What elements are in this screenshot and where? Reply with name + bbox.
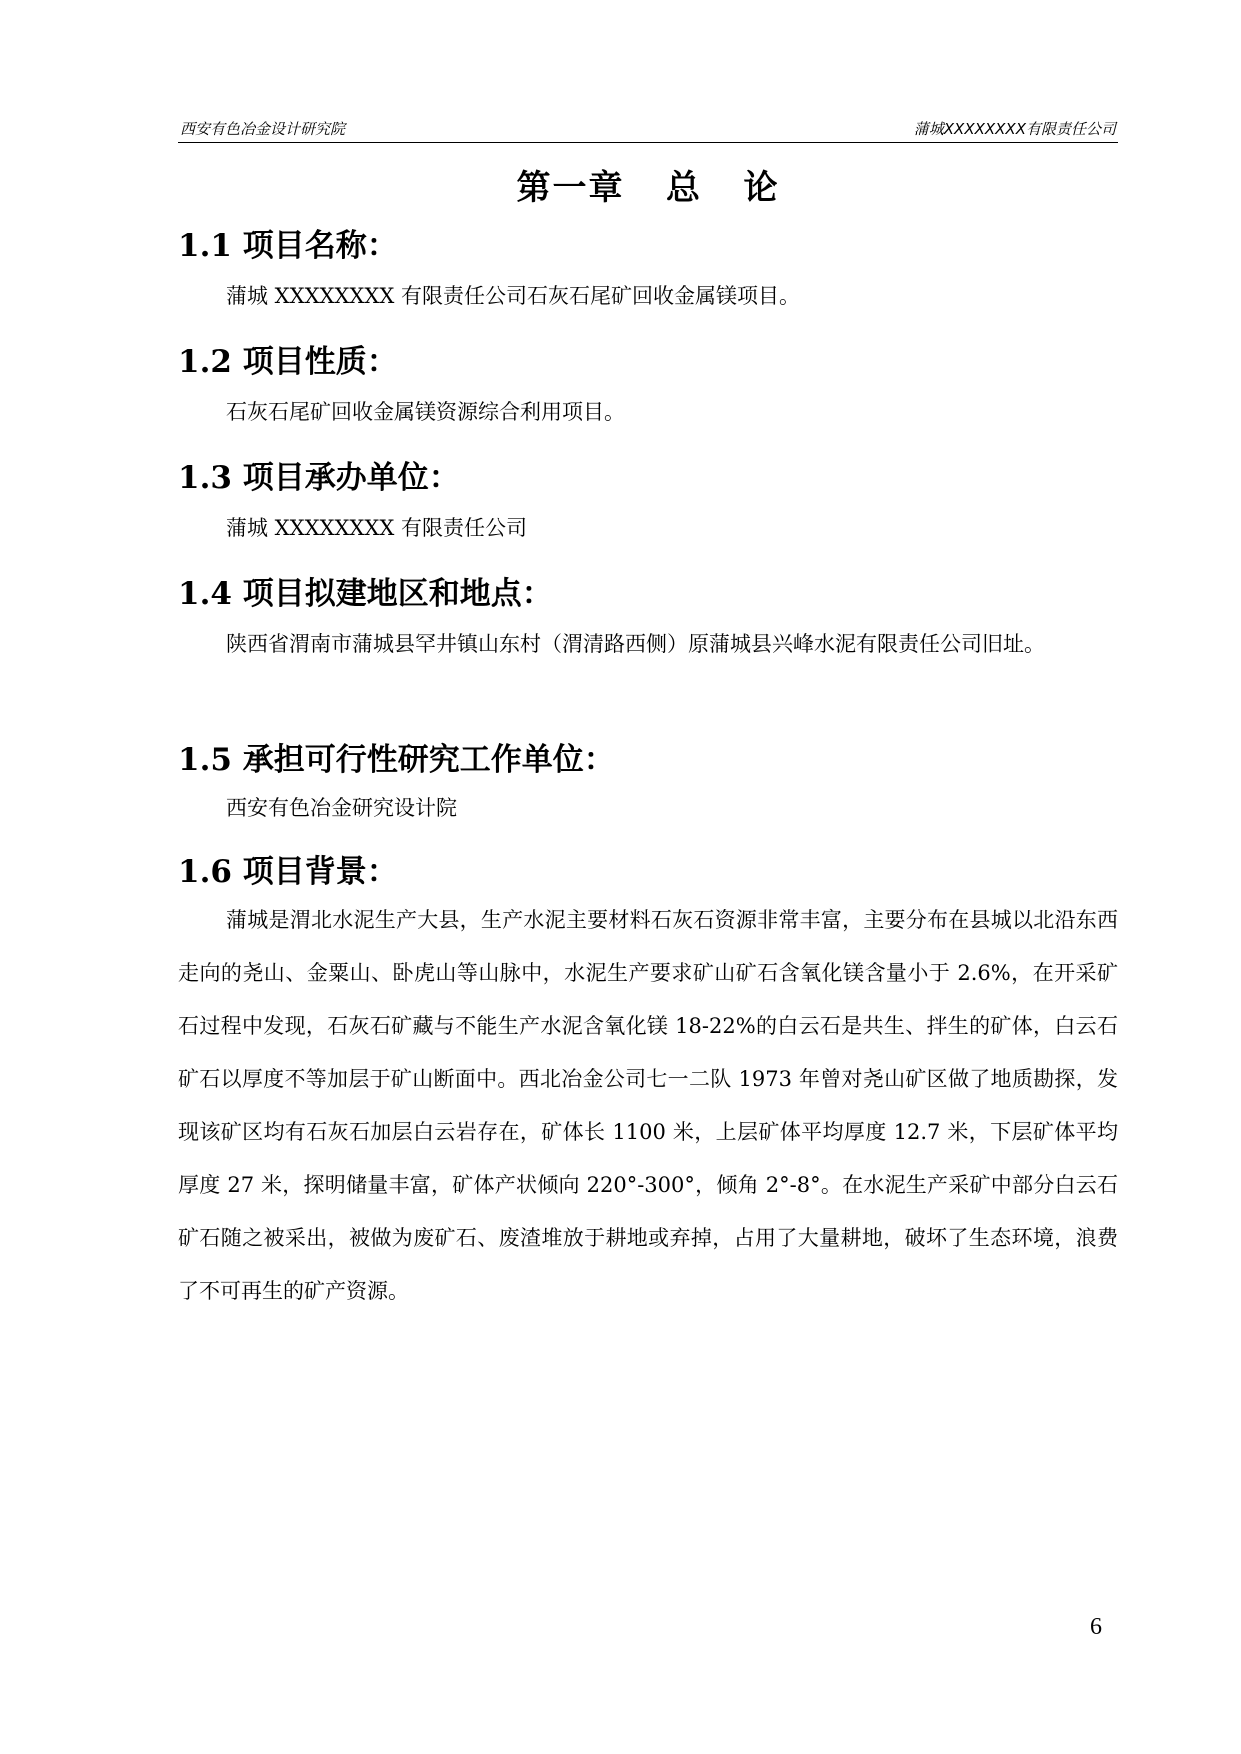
section-body: 石灰石尾矿回收金属镁资源综合利用项目。 [226, 400, 625, 424]
section-body: 蒲城是渭北水泥生产大县，生产水泥主要材料石灰石资源非常丰富，主要分布在县城以北沿东西走向的尧山、金粟山、卧虎山等山脉中，水泥生产要求矿山矿石含氧化镁含量小于 2.6%，在开采矿石过程中发现，石灰石矿藏与不能生产水泥含氧化镁 18-22%的白云石是共生、拌生的矿体，白云石矿石以厚度不等加层于矿山断面中。西北冶金公司七一二队 1973 年曾对尧山矿区做了地质勘探，发现该矿区均有石灰石加层白云岩存在，矿体长 1100 米，上层矿体平均厚度 12.7 米，下层矿体平均厚度 27 米，探明储量丰富，矿体产状倾向 220°-300°，倾角 2°-8°。在水泥生产采矿中部分白云石矿石随之被采出，被做为废矿石、废渣堆放于耕地或弃掉，占用了大量耕地，破坏了生态环境，浪费了不可再生的矿产资源。 [178, 908, 1118, 1303]
page-number: 6 [1090, 1614, 1102, 1640]
section-heading: 1.2 项目性质： [178, 344, 398, 380]
section-body: 蒲城 XXXXXXXX 有限责任公司 [226, 516, 527, 540]
header-left-text: 西安有色冶金设计研究院 [180, 120, 346, 138]
section-body: 西安有色冶金研究设计院 [226, 796, 457, 820]
section-body: 蒲城 XXXXXXXX 有限责任公司石灰石尾矿回收金属镁项目。 [226, 284, 800, 308]
section-heading: 1.6 项目背景： [178, 854, 398, 890]
section-heading: 1.5 承担可行性研究工作单位： [178, 742, 615, 778]
section-heading: 1.4 项目拟建地区和地点： [178, 576, 553, 612]
chapter-title: 第一章 总 论 [516, 168, 780, 208]
section-heading: 1.3 项目承办单位： [178, 460, 460, 496]
page-header [178, 112, 1118, 143]
section-heading: 1.1 项目名称： [178, 228, 398, 264]
section-body: 陕西省渭南市蒲城县罕井镇山东村（渭清路西侧）原蒲城县兴峰水泥有限责任公司旧址。 [226, 632, 1045, 656]
header-right-text: 蒲城XXXXXXXX有限责任公司 [913, 120, 1116, 138]
